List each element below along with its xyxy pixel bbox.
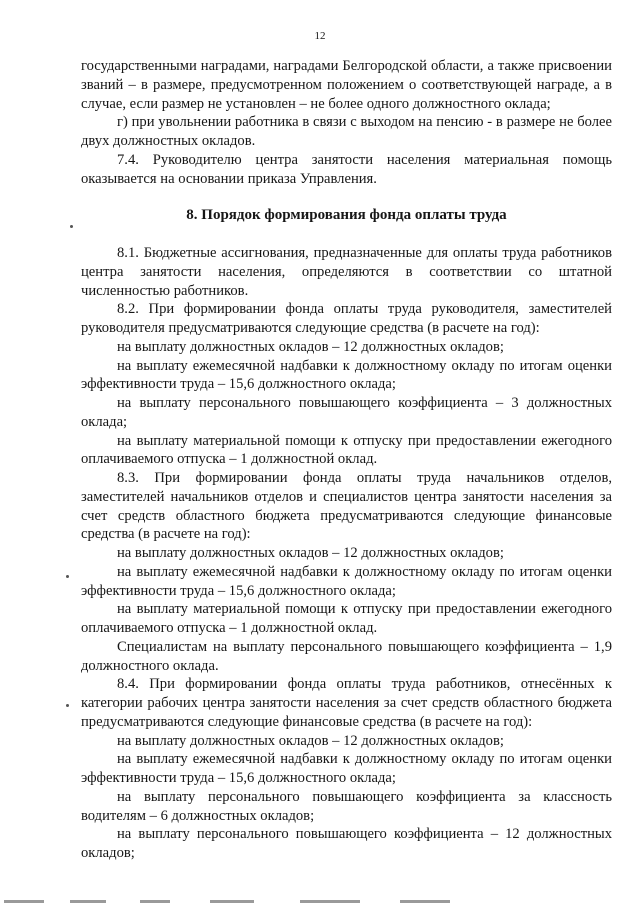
paragraph: на выплату ежемесячной надбавки к должностному окладу по итогам оценки эффективности труда – 15,6 должностного оклада;	[81, 563, 612, 599]
scan-speck	[70, 225, 73, 228]
scan-speck	[66, 704, 69, 707]
paragraph: 7.4. Руководителю центра занятости населения материальная помощь оказывается на основании приказа Управления.	[81, 151, 612, 187]
scan-edge-noise	[0, 898, 640, 905]
paragraph: 8.2. При формировании фонда оплаты труда руководителя, заместителей руководителя предусматриваются следующие средства (в расчете на год):	[81, 301, 612, 336]
paragraph: на выплату должностных окладов – 12 должностных окладов;	[117, 732, 504, 749]
paragraph: на выплату должностных окладов – 12 должностных окладов;	[117, 545, 504, 561]
section-heading: 8. Порядок формирования фонда оплаты труда	[186, 207, 507, 224]
paragraph: на выплату ежемесячной надбавки к должностному окладу по итогам оценки эффективности труда – 15,6 должностного оклада;	[81, 751, 612, 786]
paragraph: 8.1. Бюджетные ассигнования, предназначенные для оплаты труда работников центра занятости населения, определяются в соответствии со штатной численностью работников.	[81, 245, 612, 299]
paragraph: 8.3. При формировании фонда оплаты труда начальников отделов, заместителей начальников отделов и специалистов центра занятости населения за счет средств областного бюджета предусматриваются следующие финансовые средства (в расчете на год):	[81, 470, 612, 543]
document-body	[81, 57, 612, 863]
scan-speck	[66, 575, 69, 578]
paragraph: государственными наградами, наградами Белгородской области, а также присвоении званий – в размере, предусмотренном положением о соответствующей награде, а в случае, если размер не установлен – не более одного должностного оклада;	[81, 58, 612, 112]
page-number: 12	[314, 30, 326, 42]
paragraph: на выплату материальной помощи к отпуску при предоставлении ежегодного оплачиваемого отпуска – 1 должностной оклад.	[81, 601, 612, 636]
paragraph: Специалистам на выплату персонального повышающего коэффициента – 1,9 должностного оклада.	[81, 638, 612, 674]
paragraph: на выплату персонального повышающего коэффициента за классность водителям – 6 должностных окладов;	[81, 788, 612, 824]
paragraph: г) при увольнении работника в связи с выходом на пенсию - в размере не более двух должностных окладов.	[81, 114, 612, 149]
top-paragraphs	[81, 57, 612, 188]
paragraph: на выплату материальной помощи к отпуску при предоставлении ежегодного оплачиваемого отпуска – 1 должностной оклад.	[81, 432, 612, 468]
paragraph: на выплату должностных окладов – 12 должностных окладов;	[117, 338, 504, 355]
paragraph: 8.4. При формировании фонда оплаты труда работников, отнесённых к категории рабочих центра занятости населения за счет средств областного бюджета предусматриваются следующие финансовые средства (в расчете на год):	[81, 676, 612, 730]
section-paragraphs	[81, 244, 612, 863]
paragraph: на выплату ежемесячной надбавки к должностному окладу по итогам оценки эффективности труда – 15,6 должностного оклада;	[81, 357, 612, 393]
paragraph: на выплату персонального повышающего коэффициента – 3 должностных оклада;	[81, 395, 612, 430]
paragraph: на выплату персонального повышающего коэффициента – 12 должностных окладов;	[81, 826, 612, 861]
